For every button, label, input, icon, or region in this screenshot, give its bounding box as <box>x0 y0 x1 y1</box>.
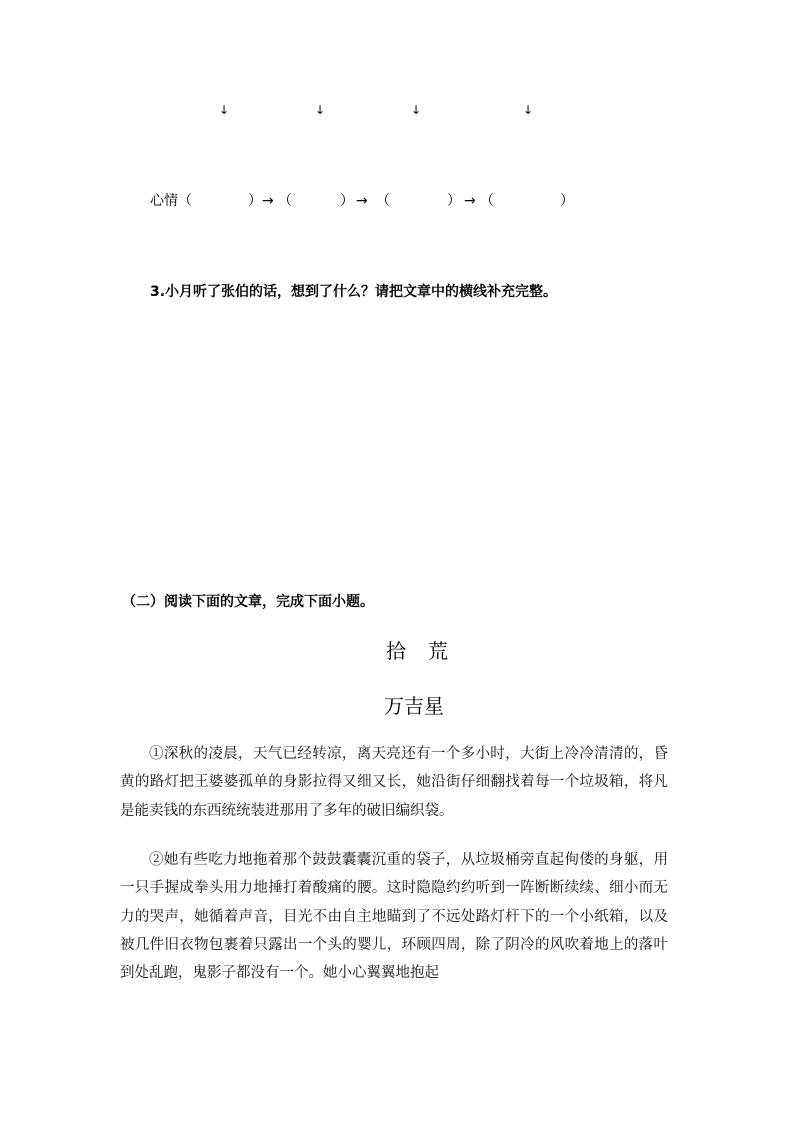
right-arrow-icon: → <box>356 193 368 209</box>
blank-4-open: （ <box>480 193 494 209</box>
down-arrow-icon: ↓ <box>219 103 230 117</box>
article-author: 万吉星 <box>384 694 444 718</box>
article-paragraph: ①深秋的凌晨，天气已经转凉，离天亮还有一个多小时，大街上冷冷清清的，昏黄的路灯把王婆婆孤单的身影拉得又细又长，她沿街仔细翻找着每一个垃圾箱，将凡是能卖钱的东西统统装进那用了多年的破旧编织袋。 <box>120 746 668 819</box>
question-3: 3.小月听了张伯的话，想到了什么？请把文章中的横线补充完整。 <box>150 284 558 300</box>
blank-2-close: ） <box>340 193 354 209</box>
blank-3-close: ） <box>447 193 461 209</box>
down-arrow-icon: ↓ <box>315 103 326 117</box>
down-arrow-icon: ↓ <box>411 103 422 117</box>
right-arrow-icon: → <box>464 193 476 209</box>
blank-3-open: （ <box>376 193 390 209</box>
blank-1-close: ） <box>248 193 262 209</box>
blank-4-close: ） <box>560 193 574 209</box>
blank-2-open: （ <box>278 193 292 209</box>
article-title: 拾荒 <box>386 639 470 663</box>
article-paragraph: ②她有些吃力地拖着那个鼓鼓囊囊沉重的袋子，从垃圾桶旁直起佝偻的身躯，用一只手握成拳头用力地捶打着酸痛的腰。这时隐隐约约听到一阵断断续续、细小而无力的哭声，她循着声音，目光不由自主地瞄到了不远处路灯杆下的一个小纸箱，以及被几件旧衣物包裹着只露出一个头的婴儿，环顾四周，除了阴冷的风吹着地上的落叶到处乱跑，鬼影子都没有一个。她小心翼翼地抱起 <box>120 852 668 982</box>
down-arrow-icon: ↓ <box>523 103 534 117</box>
section-2-heading: （二）阅读下面的文章，完成下面小题。 <box>122 594 374 610</box>
right-arrow-icon: → <box>262 193 274 209</box>
mood-label: 心情（ <box>150 193 192 209</box>
